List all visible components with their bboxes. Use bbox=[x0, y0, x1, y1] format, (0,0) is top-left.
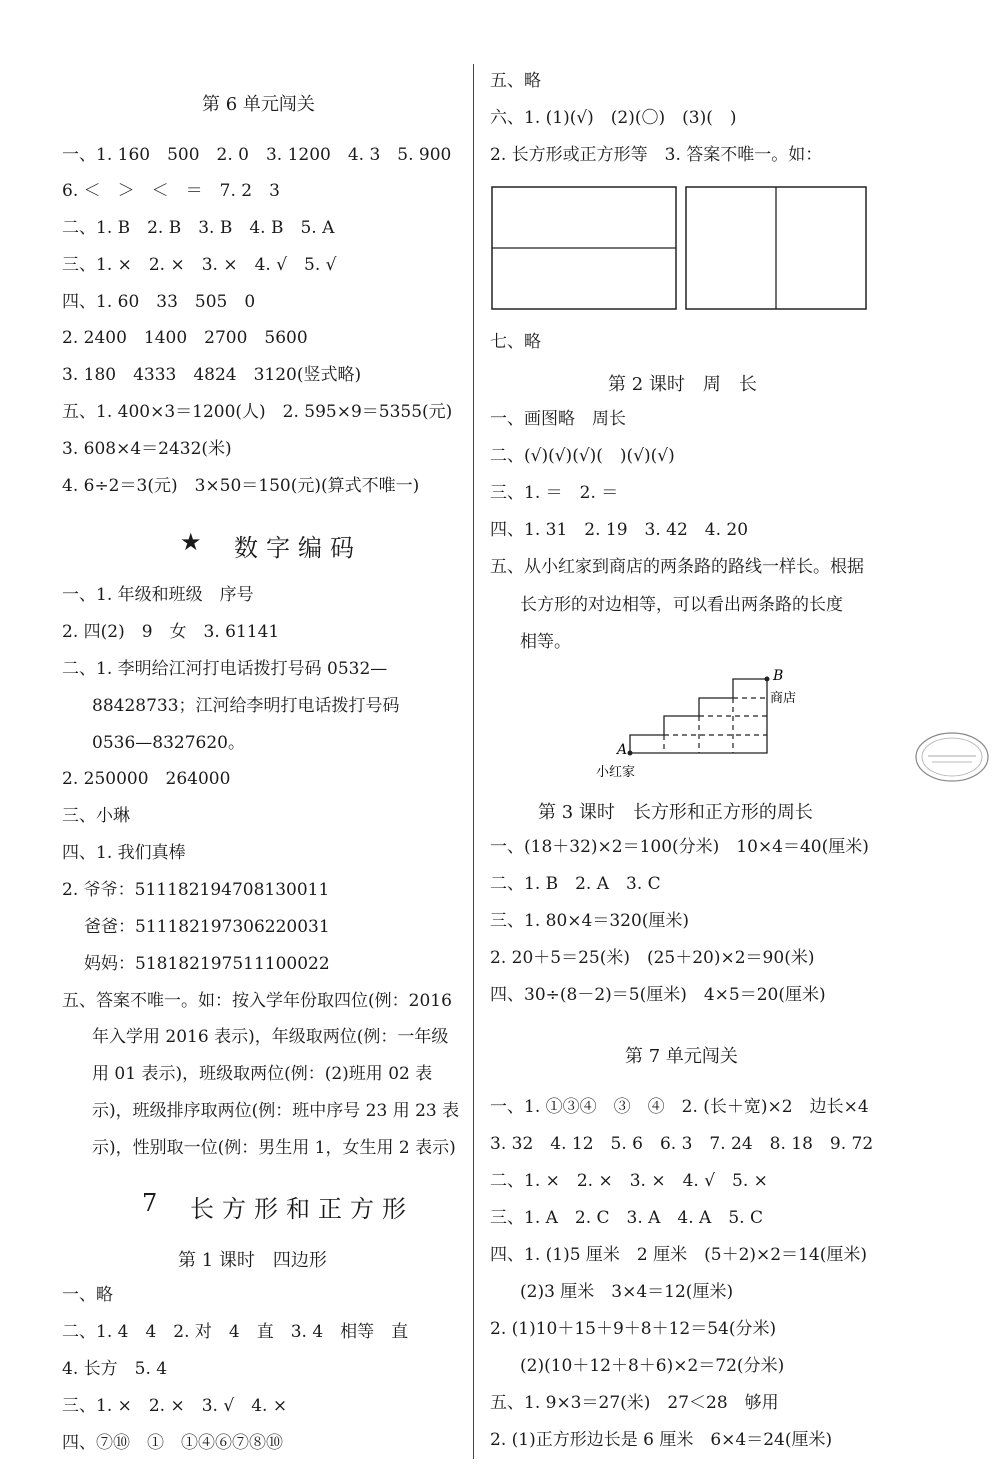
lesson3-line: 一、(18＋32)×2＝100(分米) 10×4＝40(厘米) bbox=[490, 837, 869, 857]
unit6-line: 五、1. 400×3＝1200(人) 2. 595×9＝5355(元) bbox=[62, 402, 453, 422]
unit7-line: 2. (1)10＋15＋9＋8＋12＝54(分米) bbox=[490, 1319, 777, 1339]
right-line: 2. 长方形或正方形等 3. 答案不唯一。如： bbox=[490, 145, 823, 165]
column-divider bbox=[473, 64, 474, 1459]
rectangle-split-figures bbox=[490, 185, 870, 312]
unit7-line: 3. 32 4. 12 5. 6 6. 3 7. 24 8. 18 9. 72 bbox=[490, 1134, 874, 1154]
unit6-line: 3. 608×4＝2432(米) bbox=[62, 439, 232, 459]
lesson1-line: 三、1. × 2. × 3. √ 4. × bbox=[62, 1396, 288, 1416]
lesson2-line: 一、画图略 周长 bbox=[490, 409, 626, 429]
lesson2-line: 二、(√)(√)(√)( )(√)(√) bbox=[490, 446, 675, 466]
label-a: A bbox=[617, 742, 628, 758]
coding-line: 年入学用 2016 表示)，年级取两位(例：一年级 bbox=[92, 1027, 449, 1047]
lesson1-line: 二、1. 4 4 2. 对 4 直 3. 4 相等 直 bbox=[62, 1322, 409, 1342]
coding-line: 2. 250000 264000 bbox=[62, 769, 231, 789]
unit7-title: 第 7 单元闯关 bbox=[625, 1046, 738, 1067]
label-home: 小红家 bbox=[596, 765, 636, 780]
unit7-line: 一、1. ①③④ ③ ④ 2. (长＋宽)×2 边长×4 bbox=[490, 1097, 869, 1117]
unit7-line: (2)(10＋12＋8＋6)×2＝72(分米) bbox=[520, 1356, 785, 1376]
coding-line: 爸爸：511182197306220031 bbox=[84, 917, 330, 937]
unit6-line: 三、1. × 2. × 3. × 4. √ 5. √ bbox=[62, 255, 337, 275]
lesson1-title: 第 1 课时 四边形 bbox=[178, 1250, 327, 1271]
point-a bbox=[628, 751, 633, 756]
lesson3-line: 四、30÷(8－2)＝5(厘米) 4×5＝20(厘米) bbox=[490, 985, 826, 1005]
lesson2-line: 四、1. 31 2. 19 3. 42 4. 20 bbox=[490, 520, 749, 540]
point-b bbox=[765, 677, 770, 682]
star-icon: ★ bbox=[180, 528, 210, 556]
unit6-line: 一、1. 160 500 2. 0 3. 1200 4. 3 5. 900 bbox=[62, 145, 452, 165]
right-line: 七、略 bbox=[490, 332, 541, 352]
lesson3-title: 第 3 课时 长方形和正方形的周长 bbox=[538, 802, 813, 823]
coding-line: 二、1. 李明给江河打电话拨打号码 0532— bbox=[62, 659, 388, 679]
unit6-line: 4. 6÷2＝3(元) 3×50＝150(元)(算式不唯一) bbox=[62, 476, 420, 496]
coding-line: 用 01 表示)，班级取两位(例：(2)班用 02 表 bbox=[92, 1064, 433, 1084]
unit7-line: (2)3 厘米 3×4＝12(厘米) bbox=[520, 1282, 734, 1302]
unit6-line: 2. 2400 1400 2700 5600 bbox=[62, 328, 308, 348]
coding-line: 一、1. 年级和班级 序号 bbox=[62, 585, 254, 605]
lesson3-line: 二、1. B 2. A 3. C bbox=[490, 874, 661, 894]
label-shop: 商店 bbox=[770, 691, 797, 706]
chapter7-title: 长方形和正方形 bbox=[190, 1195, 414, 1223]
coding-line: 示)，班级排序取两位(例：班中序号 23 用 23 表 bbox=[92, 1101, 460, 1121]
lesson2-line: 五、从小红家到商店的两条路的路线一样长。根据 bbox=[490, 557, 864, 577]
coding-line: 四、1. 我们真棒 bbox=[62, 843, 186, 863]
right-line: 五、略 bbox=[490, 71, 541, 91]
coding-line: 0536—8327620。 bbox=[92, 733, 245, 753]
unit6-line: 6. ＜ ＞ ＜ ＝ 7. 2 3 bbox=[62, 181, 280, 201]
unit7-line: 四、1. (1)5 厘米 2 厘米 (5＋2)×2＝14(厘米) bbox=[490, 1245, 867, 1265]
unit7-line: 二、1. × 2. × 3. × 4. √ 5. × bbox=[490, 1171, 768, 1191]
lesson1-line: 4. 长方 5. 4 bbox=[62, 1359, 168, 1379]
unit7-line: 2. (1)正方形边长是 6 厘米 6×4＝24(厘米) bbox=[490, 1430, 833, 1450]
coding-line: 2. 爷爷：511182194708130011 bbox=[62, 880, 330, 900]
lesson3-line: 三、1. 80×4＝320(厘米) bbox=[490, 911, 690, 931]
coding-line: 2. 四(2) 9 女 3. 61141 bbox=[62, 622, 280, 642]
coding-line: 三、小琳 bbox=[62, 806, 130, 826]
unit6-title: 第 6 单元闯关 bbox=[202, 94, 315, 115]
unit6-line: 四、1. 60 33 505 0 bbox=[62, 292, 256, 312]
lesson2-line: 三、1. ＝ 2. ＝ bbox=[490, 483, 619, 503]
lesson2-line: 相等。 bbox=[520, 632, 571, 652]
coding-line: 示)，性别取一位(例：男生用 1，女生用 2 表示) bbox=[92, 1138, 456, 1158]
coding-line: 88428733；江河给李明打电话拨打号码 bbox=[92, 696, 400, 716]
unit6-line: 3. 180 4333 4824 3120(竖式略) bbox=[62, 365, 362, 385]
unit6-line: 二、1. B 2. B 3. B 4. B 5. A bbox=[62, 218, 335, 238]
lesson3-line: 2. 20＋5＝25(米) (25＋20)×2＝90(米) bbox=[490, 948, 815, 968]
staircase-diagram bbox=[595, 668, 825, 780]
coding-line: 妈妈：518182197511100022 bbox=[84, 954, 330, 974]
lesson2-line: 长方形的对边相等，可以看出两条路的长度 bbox=[520, 595, 843, 615]
stamp-icon bbox=[912, 730, 992, 785]
lesson1-line: 四、⑦⑩ ① ①④⑥⑦⑧⑩ bbox=[62, 1433, 283, 1453]
lesson2-title: 第 2 课时 周 长 bbox=[608, 374, 757, 395]
lesson1-line: 一、略 bbox=[62, 1285, 113, 1305]
label-b: B bbox=[773, 668, 784, 684]
chapter7-number: 7 bbox=[142, 1189, 166, 1217]
right-line: 六、1. (1)(√) (2)(〇) (3)( ) bbox=[490, 108, 737, 128]
coding-title: 数字编码 bbox=[234, 534, 362, 562]
unit7-line: 五、1. 9×3＝27(米) 27＜28 够用 bbox=[490, 1393, 779, 1413]
coding-line: 五、答案不唯一。如：按入学年份取四位(例：2016 bbox=[62, 991, 452, 1011]
unit7-line: 三、1. A 2. C 3. A 4. A 5. C bbox=[490, 1208, 763, 1228]
